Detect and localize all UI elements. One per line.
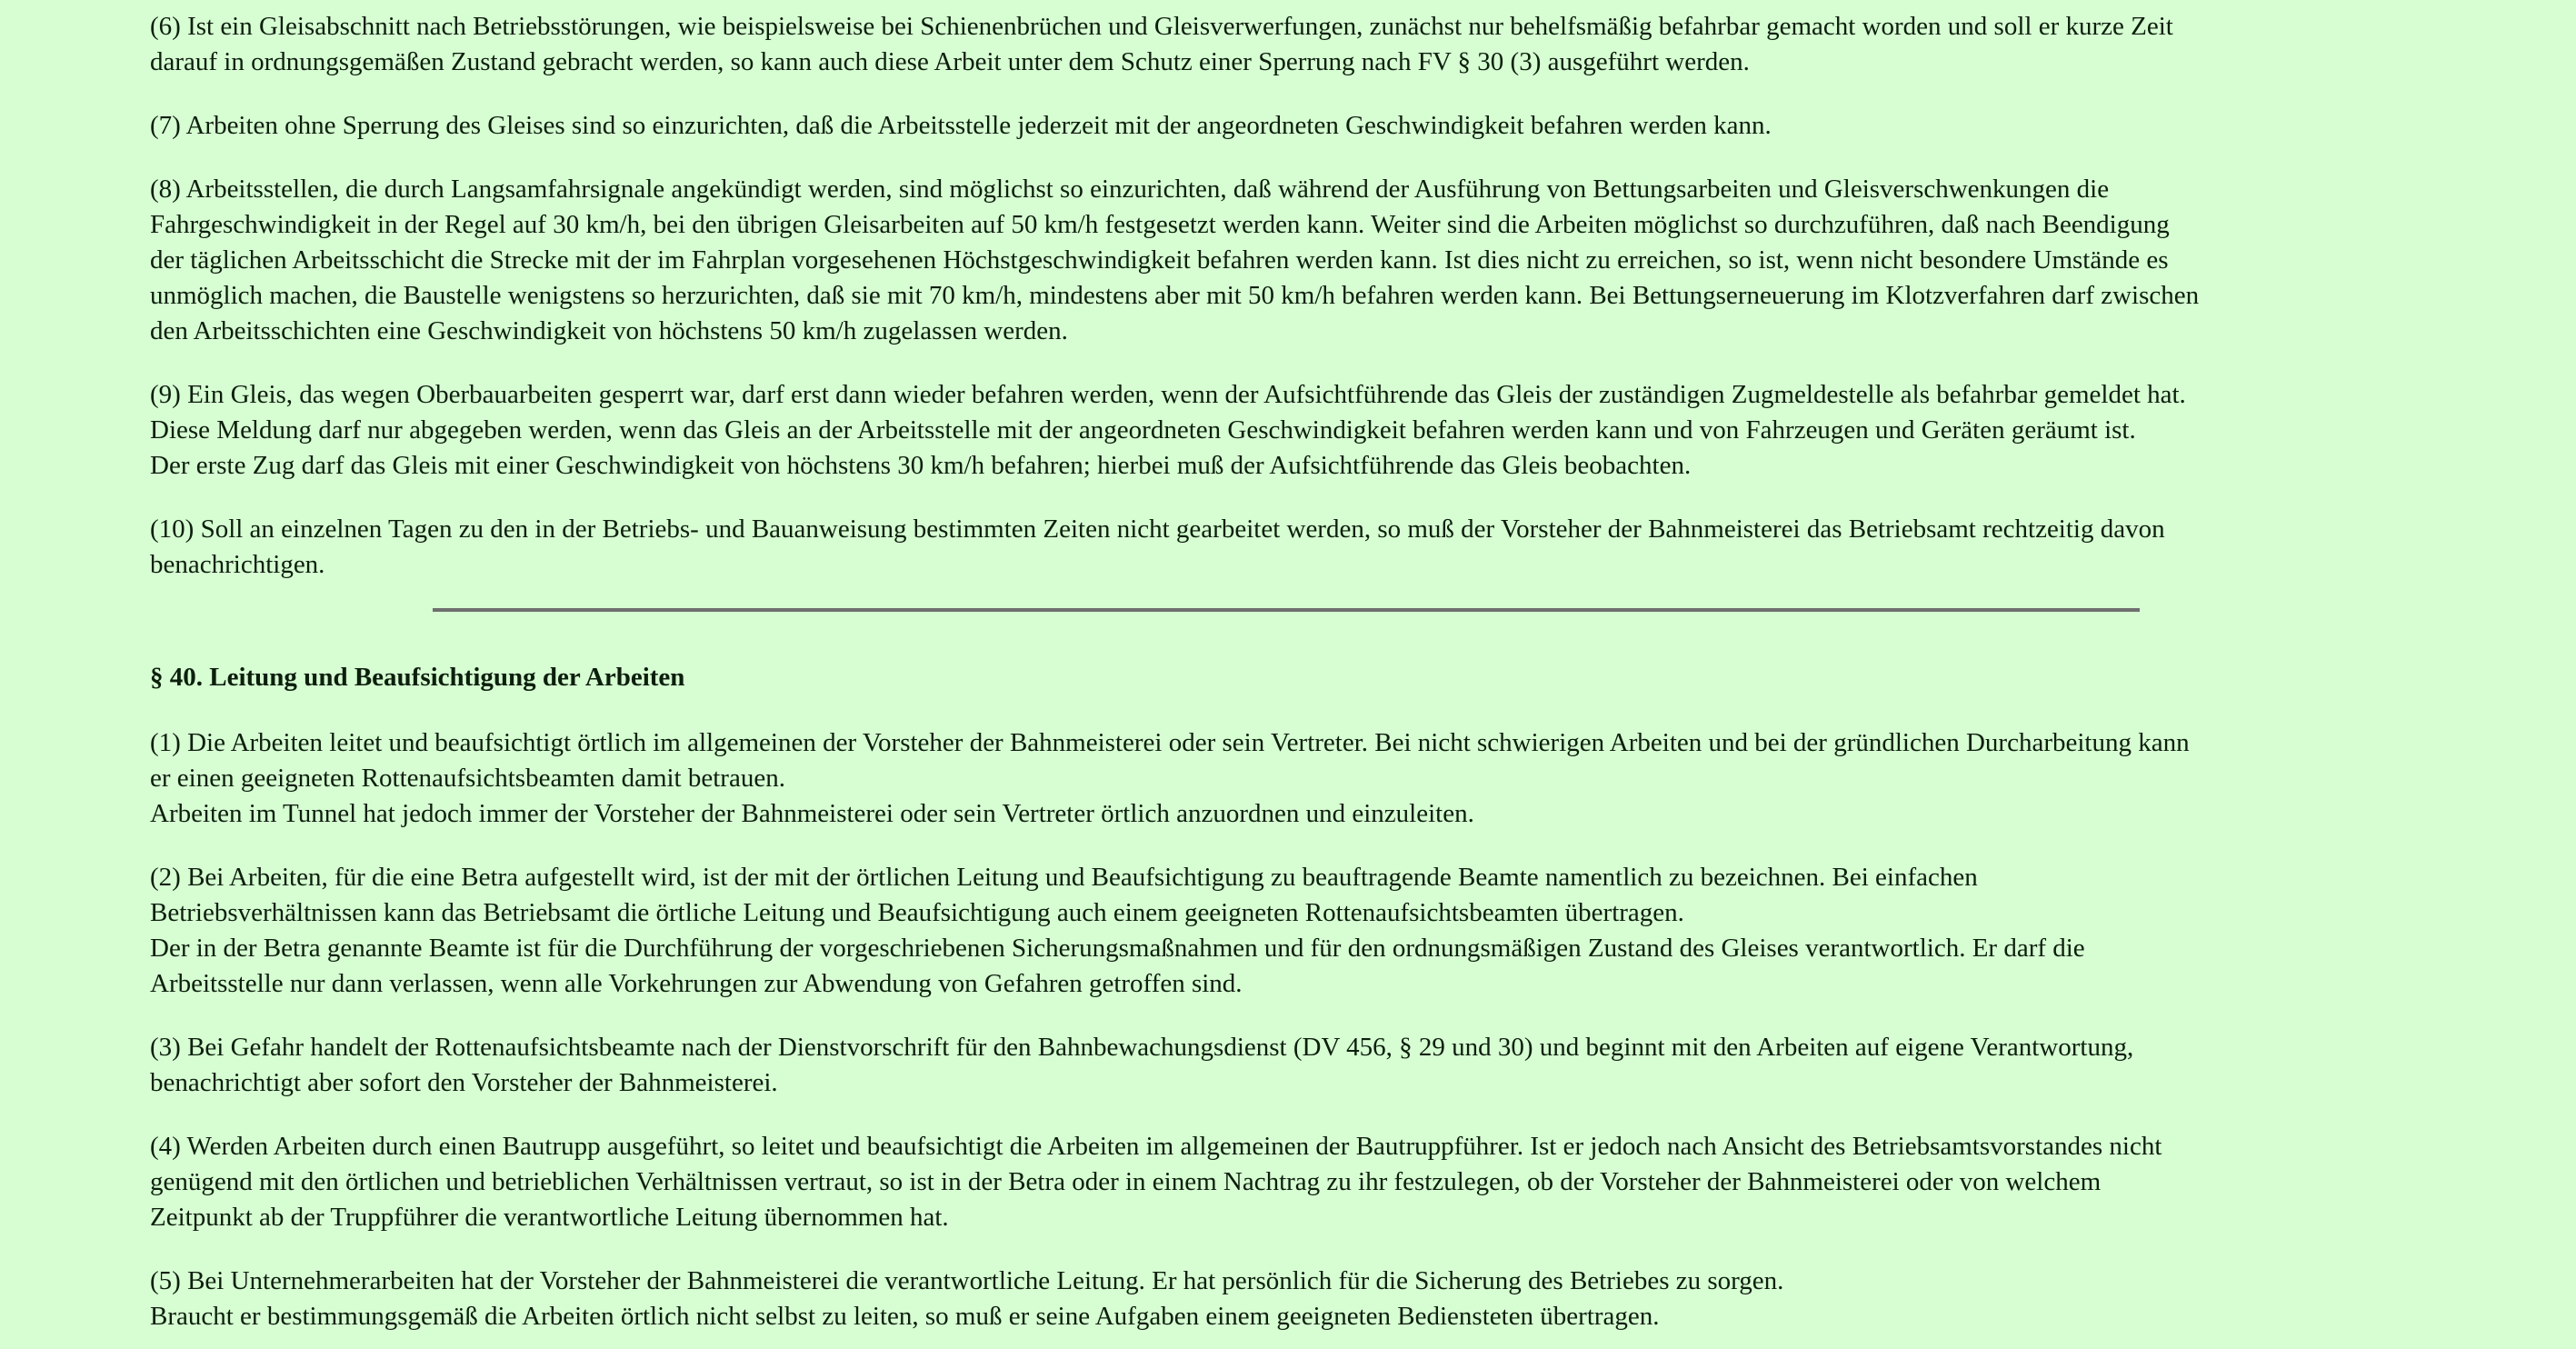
paragraph-6 bbox=[150, 9, 2431, 80]
text-line: benachrichtigen. bbox=[150, 550, 325, 579]
text-line: er einen geeigneten Rottenaufsichtsbeamten damit betrauen. bbox=[150, 764, 785, 793]
paragraph-2 bbox=[150, 860, 2431, 1002]
text-line: genügend mit den örtlichen und betrieblichen Verhältnissen vertraut, so ist in der Betra oder in einem Nachtrag zu ihr festzulegen, ob der Vorsteher der Bahnmeisterei oder von welchem bbox=[150, 1167, 2102, 1196]
paragraph-9 bbox=[150, 377, 2431, 484]
paragraph-7 bbox=[150, 108, 2431, 144]
text-line: Braucht er bestimmungsgemäß die Arbeiten örtlich nicht selbst zu leiten, so muß er seine Aufgaben einem geeigneten Bediensteten übertragen. bbox=[150, 1302, 1660, 1331]
text-line: (1) Die Arbeiten leitet und beaufsichtigt örtlich im allgemeinen der Vorsteher der Bahnmeisterei oder sein Vertreter. Bei nicht schwierigen Arbeiten und bei der gründlichen Durcharbeitung kann bbox=[150, 728, 2190, 757]
text-line: Diese Meldung darf nur abgegeben werden, wenn das Gleis an der Arbeitsstelle mit der angeordneten Geschwindigkeit befahren werden kann und von Fahrzeugen und Geräten geräumt ist. bbox=[150, 415, 2136, 445]
text-line: (2) Bei Arbeiten, für die eine Betra aufgestellt wird, ist der mit der örtlichen Leitung und Beaufsichtigung zu beauftragende Beamte namentlich zu bezeichnen. Bei einfachen bbox=[150, 863, 1978, 892]
paragraph-5 bbox=[150, 1264, 2431, 1334]
lower-section bbox=[150, 660, 2431, 1349]
text-line: Zeitpunkt ab der Truppführer die verantwortliche Leitung übernommen hat. bbox=[150, 1203, 949, 1232]
section-divider bbox=[433, 608, 2140, 612]
text-line: Der erste Zug darf das Gleis mit einer Geschwindigkeit von höchstens 30 km/h befahren; hierbei muß der Aufsichtführende das Gleis beobachten. bbox=[150, 451, 1692, 480]
text-line: (5) Bei Unternehmerarbeiten hat der Vorsteher der Bahnmeisterei die verantwortliche Leitung. Er hat persönlich für die Sicherung des Betriebes zu sorgen. bbox=[150, 1266, 1784, 1295]
text-line: (10) Soll an einzelnen Tagen zu den in der Betriebs- und Bauanweisung bestimmten Zeiten nicht gearbeitet werden, so muß der Vorsteher der Bahnmeisterei das Betriebsamt rechtzeitig davon bbox=[150, 515, 2165, 544]
paragraph-4 bbox=[150, 1129, 2431, 1235]
paragraph-1 bbox=[150, 725, 2431, 832]
text-line: (9) Ein Gleis, das wegen Oberbauarbeiten gesperrt war, darf erst dann wieder befahren werden, wenn der Aufsichtführende das Gleis der zuständigen Zugmeldestelle als befahrbar gemeldet hat. bbox=[150, 380, 2186, 409]
paragraph-10 bbox=[150, 512, 2431, 583]
text-line: Arbeiten im Tunnel hat jedoch immer der Vorsteher der Bahnmeisterei oder sein Vertreter örtlich anzuordnen und einzuleiten. bbox=[150, 799, 1474, 828]
text-line: Betriebsverhältnissen kann das Betriebsamt die örtliche Leitung und Beaufsichtigung auch einem geeigneten Rottenaufsichtsbeamten übertragen. bbox=[150, 898, 1684, 927]
text-line: darauf in ordnungsgemäßen Zustand gebracht werden, so kann auch diese Arbeit unter dem Schutz einer Sperrung nach FV § 30 (3) ausgeführt werden. bbox=[150, 47, 1750, 76]
text-line: der täglichen Arbeitsschicht die Strecke mit der im Fahrplan vorgesehenen Höchstgeschwindigkeit befahren werden kann. Ist dies nicht zu erreichen, so ist, wenn nicht besondere Umstände es bbox=[150, 245, 2169, 275]
upper-section bbox=[150, 9, 2431, 611]
text-line: benachrichtigt aber sofort den Vorsteher der Bahnmeisterei. bbox=[150, 1068, 778, 1097]
paragraph-8 bbox=[150, 172, 2431, 349]
section-heading: § 40. Leitung und Beaufsichtigung der Arbeiten bbox=[150, 663, 685, 692]
text-line: (3) Bei Gefahr handelt der Rottenaufsichtsbeamte nach der Dienstvorschrift für den Bahnbewachungsdienst (DV 456, § 29 und 30) und beginnt mit den Arbeiten auf eigene Verantwortung, bbox=[150, 1033, 2134, 1062]
text-line: unmöglich machen, die Baustelle wenigstens so herzurichten, daß sie mit 70 km/h, mindestens aber mit 50 km/h befahren werden kann. Bei Bettungserneuerung im Klotzverfahren darf zwischen bbox=[150, 281, 2200, 310]
text-line: Arbeitsstelle nur dann verlassen, wenn alle Vorkehrungen zur Abwendung von Gefahren getroffen sind. bbox=[150, 969, 1243, 998]
paragraph-3 bbox=[150, 1030, 2431, 1101]
text-line: den Arbeitsschichten eine Geschwindigkeit von höchstens 50 km/h zugelassen werden. bbox=[150, 316, 1068, 345]
text-line: (4) Werden Arbeiten durch einen Bautrupp ausgeführt, so leitet und beaufsichtigt die Arbeiten im allgemeinen der Bautruppführer. Ist er jedoch nach Ansicht des Betriebsamtsvorstandes nicht bbox=[150, 1132, 2162, 1161]
text-line: Der in der Betra genannte Beamte ist für die Durchführung der vorgeschriebenen Sicherungsmaßnahmen und für den ordnungsmäßigen Zustand des Gleises verantwortlich. Er darf die bbox=[150, 934, 2085, 963]
text-line: (7) Arbeiten ohne Sperrung des Gleises sind so einzurichten, daß die Arbeitsstelle jederzeit mit der angeordneten Geschwindigkeit befahren werden kann. bbox=[150, 111, 1772, 140]
text-line: (6) Ist ein Gleisabschnitt nach Betriebsstörungen, wie beispielsweise bei Schienenbrüchen und Gleisverwerfungen, zunächst nur behelfsmäßig befahrbar gemacht worden und soll er kurze Zeit bbox=[150, 12, 2173, 41]
text-line: (8) Arbeitsstellen, die durch Langsamfahrsignale angekündigt werden, sind möglichst so einzurichten, daß während der Ausführung von Bettungsarbeiten und Gleisverschwenkungen die bbox=[150, 175, 2110, 204]
text-line: Fahrgeschwindigkeit in der Regel auf 30 km/h, bei den übrigen Gleisarbeiten auf 50 km/h festgesetzt werden kann. Weiter sind die Arbeiten möglichst so durchzuführen, daß nach Beendigung bbox=[150, 210, 2170, 239]
